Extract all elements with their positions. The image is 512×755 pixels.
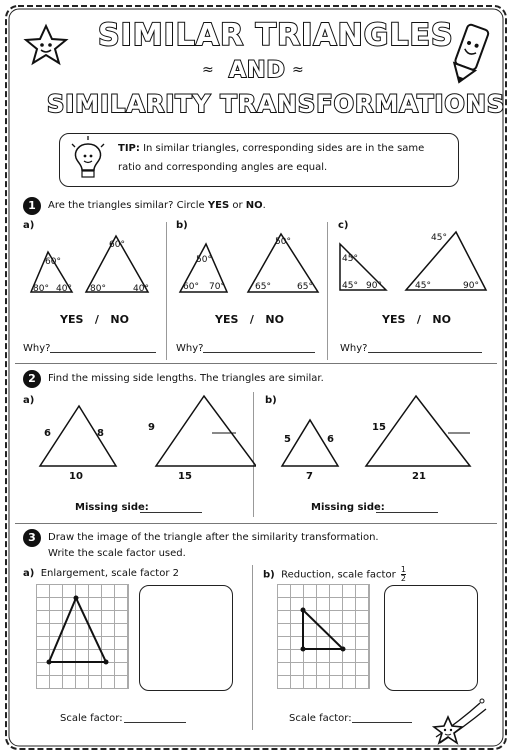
q3-divider: [252, 565, 253, 730]
q3b-frac-num: 1: [400, 565, 406, 574]
q1-period: .: [262, 200, 266, 211]
q2-instruction: Find the missing side lengths. The triangles are similar.: [48, 373, 324, 384]
q1-divider-1: [166, 222, 167, 360]
divider-q1-q2: [15, 363, 497, 364]
q1a-t1-right: 40°: [56, 284, 72, 294]
q2b-large-left: 15: [372, 422, 386, 433]
q3-instruction-1: Draw the image of the triangle after the similarity transformation.: [48, 532, 379, 543]
q1b-t1-right: 70°: [209, 282, 225, 292]
q1c-t2-left: 45°: [415, 281, 431, 291]
tip-text-2: ratio and corresponding angles are equal.: [118, 162, 328, 173]
q1a-t1-left: 80°: [33, 284, 49, 294]
q2a-large-base: 15: [178, 471, 192, 482]
q3b-triangle: [277, 584, 369, 688]
q1-or-word: or: [229, 200, 246, 211]
q1a-choice[interactable]: YES / NO: [60, 313, 129, 326]
q1a-label: a): [23, 220, 35, 231]
q1b-choice[interactable]: YES / NO: [215, 313, 284, 326]
q3-number: 3: [23, 529, 41, 547]
q1b-t2-left: 65°: [255, 282, 271, 292]
q1c-why-blank[interactable]: [368, 352, 482, 353]
divider-q2-q3: [15, 523, 497, 524]
title-deco-left: ≈: [202, 62, 214, 78]
q1b-why: Why?: [176, 343, 204, 354]
q1a-t2-top: 60°: [109, 240, 125, 250]
q1c-t1-top: 45°: [342, 254, 358, 264]
q2b-label: b): [265, 395, 277, 406]
q3b-scale-blank[interactable]: [352, 722, 412, 723]
q1-number: 1: [23, 197, 41, 215]
q3b-scale-label: Scale factor:: [289, 713, 352, 724]
title-deco-right: ≈: [292, 62, 304, 78]
q3a-label: a): [23, 568, 35, 579]
q2a-large-left: 9: [148, 422, 155, 433]
q1-instruction: [48, 200, 266, 211]
q1c-t2-top: 45°: [431, 233, 447, 243]
q2a-small-left: 6: [44, 428, 51, 439]
tip-label: TIP:: [118, 143, 140, 154]
q2a-small-right: 8: [97, 428, 104, 439]
q1b-why-blank[interactable]: [203, 352, 315, 353]
q3b-label: b): [263, 569, 275, 581]
tip-text-1: In similar triangles, corresponding sides are in the same: [143, 143, 425, 154]
q3b-frac-den: 2: [400, 574, 406, 583]
q1b-t1-top: 50°: [196, 255, 212, 265]
q1c-why: Why?: [340, 343, 368, 354]
q1a-t2-right: 40°: [133, 284, 149, 294]
q3a-triangle: [36, 584, 128, 688]
title-line-1: SIMILAR TRIANGLES: [98, 18, 454, 53]
q1c-t1-left: 45°: [342, 281, 358, 291]
q1a-t1-top: 60°: [45, 257, 61, 267]
q1b-t1-left: 60°: [183, 282, 199, 292]
q2b-large-base: 21: [412, 471, 426, 482]
q2a-missing-blank[interactable]: [140, 512, 202, 513]
q1a-why-blank[interactable]: [50, 352, 156, 353]
q3b-heading: [263, 566, 406, 583]
q3a-heading: [23, 568, 179, 579]
q3b-fraction: [401, 566, 406, 583]
q3a-text: Enlargement, scale factor 2: [40, 568, 179, 579]
q2b-small-left: 5: [284, 434, 291, 445]
q1-yes-word: YES: [207, 200, 230, 211]
q1c-choice[interactable]: YES / NO: [382, 313, 451, 326]
q1a-t2-left: 80°: [90, 284, 106, 294]
q2a-label: a): [23, 395, 35, 406]
lightbulb-icon: [68, 136, 108, 182]
q1b-t2-top: 50°: [275, 237, 291, 247]
q1c-t2-right: 90°: [463, 281, 479, 291]
q1c-label: c): [338, 220, 349, 231]
title-line-2: AND: [229, 58, 286, 83]
q2a-missing-label: Missing side:: [75, 502, 149, 513]
q2a-small-base: 10: [69, 471, 83, 482]
q2b-missing-blank[interactable]: [376, 512, 438, 513]
q2b-small-base: 7: [306, 471, 313, 482]
q3-instruction-2: Write the scale factor used.: [48, 548, 186, 559]
q3a-scale-label: Scale factor:: [60, 713, 123, 724]
q2a-triangles: [36, 392, 256, 472]
tip-box: [59, 133, 459, 187]
q1-divider-2: [327, 222, 328, 360]
q1-instruction-text: Are the triangles similar? Circle: [48, 200, 208, 211]
q1b-label: b): [176, 220, 188, 231]
q3b-answer-box[interactable]: [384, 585, 478, 691]
q1a-why: Why?: [23, 343, 51, 354]
q2b-missing-label: Missing side:: [311, 502, 385, 513]
shooting-star-icon: [430, 697, 496, 747]
q3a-scale-blank[interactable]: [124, 722, 186, 723]
q1b-t2-right: 65°: [297, 282, 313, 292]
q1c-t1-right: 90°: [366, 281, 382, 291]
tip-line-1: [118, 143, 424, 154]
q2b-small-right: 6: [327, 434, 334, 445]
q1-no-word: NO: [245, 200, 263, 211]
q3b-text: Reduction, scale factor: [281, 569, 396, 581]
star-icon: [22, 22, 72, 72]
q2-number: 2: [23, 370, 41, 388]
title-line-3: SIMILARITY TRANSFORMATIONS: [47, 90, 506, 118]
q3a-answer-box[interactable]: [139, 585, 233, 691]
